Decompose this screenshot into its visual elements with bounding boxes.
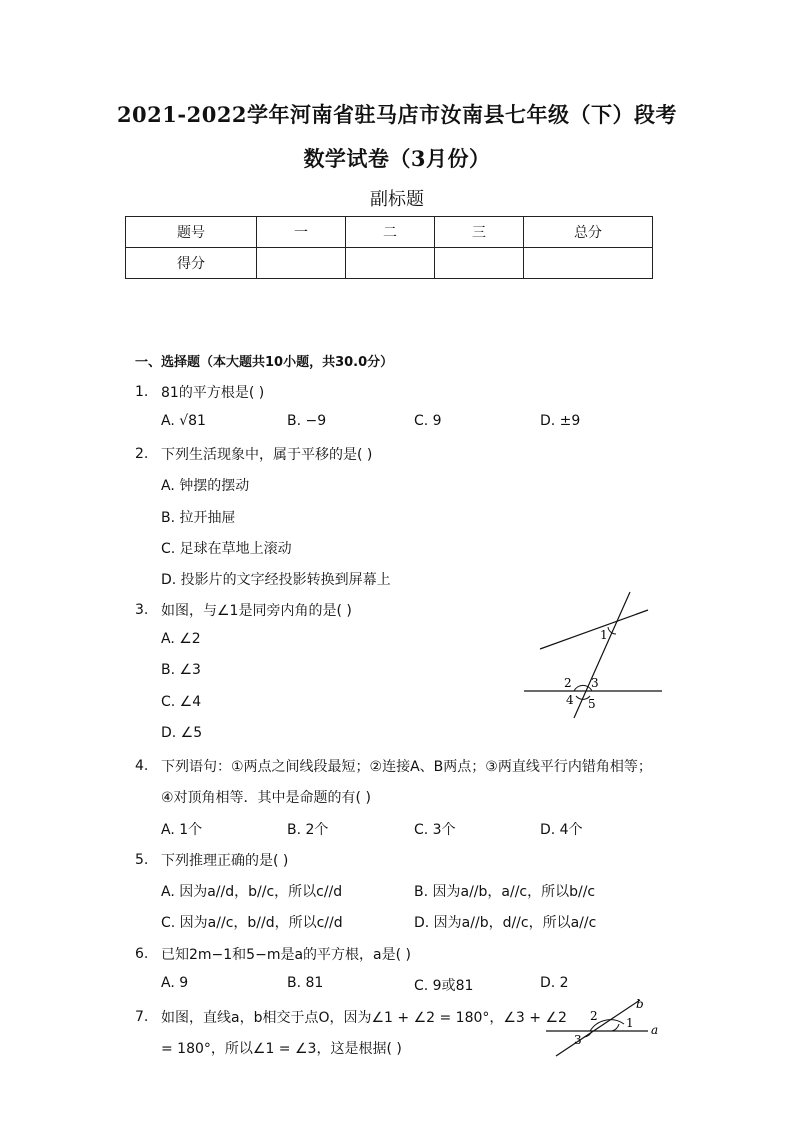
- option-c: C. 因为a//c，b//d，所以c//d: [161, 915, 343, 931]
- option-b: B. −9: [287, 413, 327, 429]
- question-text: 下列推理正确的是( ): [161, 853, 289, 869]
- score-table-header-row: [126, 217, 653, 248]
- option-a: A. 1个: [161, 822, 203, 838]
- question-number: 7.: [135, 1009, 149, 1025]
- angle-label-5: 5: [588, 697, 596, 711]
- option-b: B. 因为a//b，a//c，所以b//c: [414, 884, 596, 900]
- option-b: B. ∠3: [161, 662, 201, 678]
- angle-label-2: 2: [590, 1009, 598, 1023]
- angle-label-3: 3: [591, 676, 599, 690]
- score-cell: 三: [435, 217, 524, 248]
- page-title-line2: 数学试卷（3月份）: [303, 146, 491, 171]
- option-a: A. √81: [161, 413, 206, 429]
- option-a: A. ∠2: [161, 631, 201, 647]
- question-number: 1.: [135, 384, 149, 400]
- page-subtitle: 副标题: [370, 189, 424, 210]
- question-number: 3.: [135, 602, 149, 618]
- option-a: A. 因为a//d，b//c，所以c//d: [161, 884, 343, 900]
- angle-label-4: 4: [566, 693, 574, 707]
- score-cell: 题号: [126, 217, 257, 248]
- option-d: D. 2: [540, 975, 569, 991]
- line-label-a: a: [651, 1023, 659, 1037]
- option-d: D. 投影片的文字经投影转换到屏幕上: [161, 572, 391, 588]
- score-table: [125, 216, 653, 279]
- angle-label-2: 2: [564, 676, 572, 690]
- angle-label-1: 1: [600, 628, 608, 642]
- question-text: 已知2m−1和5−m是a的平方根，a是( ): [161, 947, 411, 963]
- option-b: B. 2个: [287, 822, 329, 838]
- option-a: A. 钟摆的摆动: [161, 478, 250, 494]
- option-c: C. 9或81: [414, 978, 474, 994]
- score-cell[interactable]: [257, 248, 346, 279]
- option-b: B. 拉开抽屉: [161, 510, 236, 526]
- angle-arc: [612, 1024, 619, 1031]
- question-text: 下列生活现象中，属于平移的是( ): [161, 447, 373, 463]
- question-text: 下列语句：①两点之间线段最短；②连接A、B两点；③两直线平行内错角相等；: [161, 759, 652, 775]
- option-d: D. ±9: [540, 413, 581, 429]
- option-c: C. ∠4: [161, 694, 202, 710]
- score-cell: 二: [346, 217, 435, 248]
- score-cell[interactable]: [524, 248, 653, 279]
- question-number: 2.: [135, 446, 149, 462]
- question-text: 81的平方根是( ): [161, 385, 265, 401]
- question-text: 如图，与∠1是同旁内角的是( ): [161, 603, 352, 619]
- option-b: B. 81: [287, 975, 324, 991]
- question-text: 如图，直线a，b相交于点O，因为∠1 + ∠2 = 180°，∠3 + ∠2: [161, 1010, 567, 1026]
- option-c: C. 足球在草地上滚动: [161, 541, 292, 557]
- score-cell: 一: [257, 217, 346, 248]
- angle-arc: [608, 627, 616, 634]
- question-text: ④对顶角相等．其中是命题的有( ): [161, 790, 371, 806]
- angle-arc: [574, 685, 592, 691]
- question-number: 6.: [135, 946, 149, 962]
- section-heading: 一、选择题（本大题共10小题，共30.0分）: [135, 355, 394, 370]
- score-table-score-row: [126, 248, 653, 279]
- option-d: D. 因为a//b，d//c，所以a//c: [414, 915, 597, 931]
- option-a: A. 9: [161, 975, 189, 991]
- option-c: C. 9: [414, 413, 442, 429]
- question-text: = 180°，所以∠1 = ∠3，这是根据( ): [161, 1041, 402, 1057]
- angle-label-3: 3: [574, 1033, 582, 1047]
- question-number: 5.: [135, 852, 149, 868]
- score-cell[interactable]: [435, 248, 524, 279]
- option-c: C. 3个: [414, 822, 456, 838]
- line-label-b: b: [636, 997, 644, 1011]
- q7-figure: [540, 996, 670, 1060]
- q3-figure: [520, 588, 670, 720]
- score-cell[interactable]: [346, 248, 435, 279]
- page-title-line1: 2021-2022学年河南省驻马店市汝南县七年级（下）段考: [116, 102, 678, 127]
- option-d: D. 4个: [540, 822, 583, 838]
- angle-label-1: 1: [626, 1016, 634, 1030]
- question-number: 4.: [135, 758, 149, 774]
- option-d: D. ∠5: [161, 725, 203, 741]
- score-cell: 得分: [126, 248, 257, 279]
- score-cell: 总分: [524, 217, 653, 248]
- line-upper: [540, 610, 648, 649]
